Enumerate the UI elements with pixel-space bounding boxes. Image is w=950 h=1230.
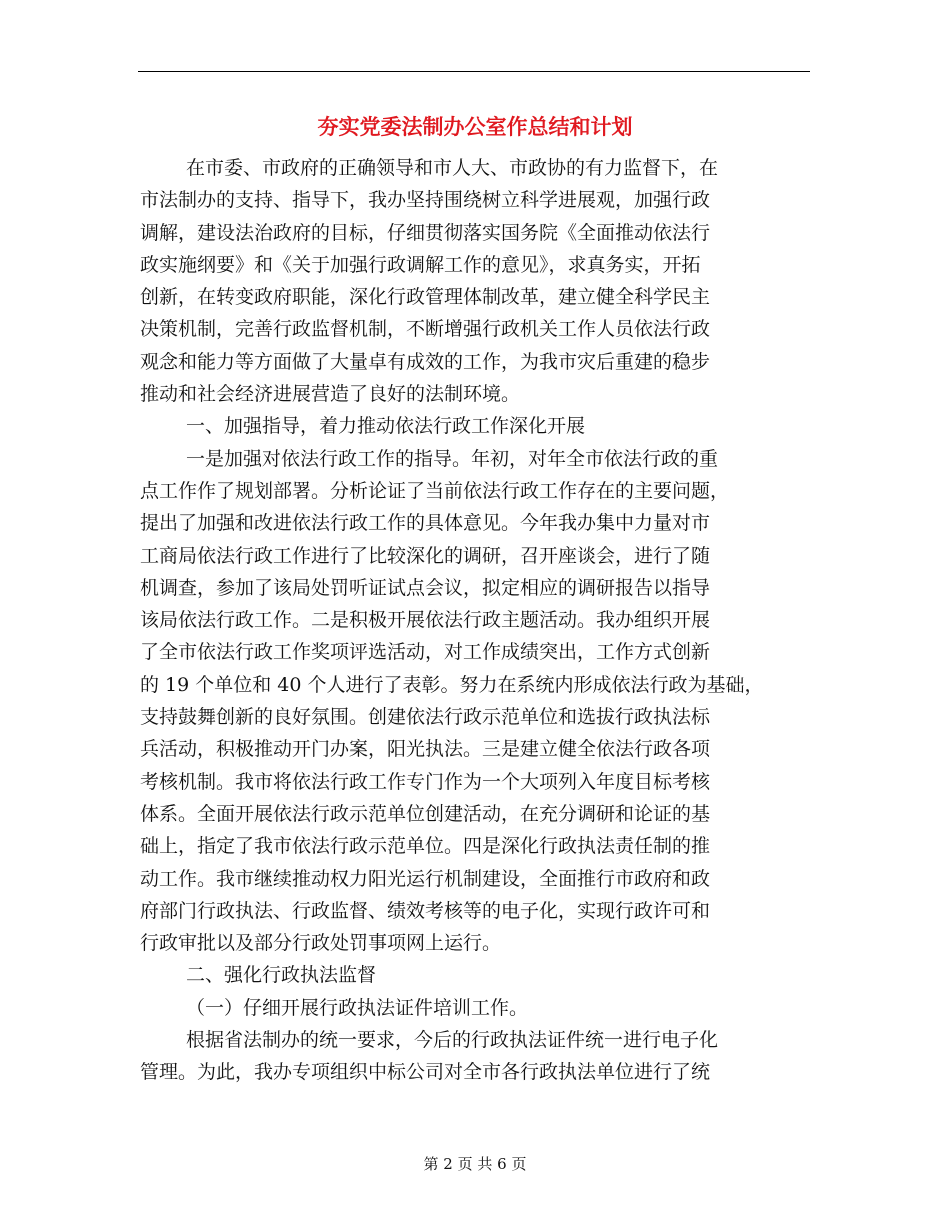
text-line: 了全市依法行政工作奖项评选活动，对工作成绩突出，工作方式创新	[140, 641, 711, 664]
text-line: 础上，指定了我市依法行政示范单位。四是深化行政执法责任制的推	[140, 835, 711, 858]
text-line: 政实施纲要》和《关于加强行政调解工作的意见》，求真务实，开拓	[140, 253, 701, 276]
text-line: 的 19 个单位和 40 个人进行了表彰。努力在系统内形成依法行政为基础，	[140, 673, 764, 696]
text-line: 行政审批以及部分行政处罚事项网上运行。	[140, 932, 502, 955]
text-line: 提出了加强和改进依法行政工作的具体意见。今年我办集中力量对市	[140, 512, 711, 535]
text-line: 府部门行政执法、行政监督、绩效考核等的电子化，实现行政许可和	[140, 899, 711, 922]
text-line: （一）仔细开展行政执法证件培训工作。	[186, 996, 529, 1019]
text-line: 一是加强对依法行政工作的指导。年初，对年全市依法行政的重	[186, 447, 719, 470]
text-line: 考核机制。我市将依法行政工作专门作为一个大项列入年度目标考核	[140, 770, 711, 793]
page-footer: 第 2 页 共 6 页	[423, 1155, 527, 1173]
text-line: 点工作作了规划部署。分析论证了当前依法行政工作存在的主要问题，	[140, 479, 730, 502]
text-line: 该局依法行政工作。二是积极开展依法行政主题活动。我办组织开展	[140, 609, 711, 632]
text-line: 管理。为此，我办专项组织中标公司对全市各行政执法单位进行了统	[140, 1061, 711, 1084]
text-line: 调解，建设法治政府的目标，仔细贯彻落实国务院《全面推动依法行	[140, 221, 711, 244]
text-line: 市法制办的支持、指导下，我办坚持围绕树立科学进展观，加强行政	[140, 189, 711, 212]
text-line: 兵活动，积极推动开门办案，阳光执法。三是建立健全依法行政各项	[140, 738, 711, 761]
header-rule	[138, 71, 810, 72]
document-title: 夯实党委法制办公室作总结和计划	[317, 114, 633, 139]
document-body	[140, 152, 820, 1089]
text-line: 动工作。我市继续推动权力阳光运行机制建设，全面推行市政府和政	[140, 867, 711, 890]
text-line: 体系。全面开展依法行政示范单位创建活动，在充分调研和论证的基	[140, 802, 711, 825]
text-line: 支持鼓舞创新的良好氛围。创建依法行政示范单位和选拔行政执法标	[140, 706, 711, 729]
text-line: 推动和社会经济进展营造了良好的法制环境。	[140, 383, 521, 406]
text-line: 创新，在转变政府职能，深化行政管理体制改革，建立健全科学民主	[140, 286, 711, 309]
text-line: 根据省法制办的统一要求，今后的行政执法证件统一进行电子化	[186, 1029, 719, 1052]
text-line: 决策机制，完善行政监督机制，不断增强行政机关工作人员依法行政	[140, 318, 711, 341]
text-line: 工商局依法行政工作进行了比较深化的调研，召开座谈会，进行了随	[140, 544, 711, 567]
text-line: 机调查，参加了该局处罚听证试点会议，拟定相应的调研报告以指导	[140, 576, 711, 599]
text-line: 二、强化行政执法监督	[186, 964, 377, 987]
text-line: 在市委、市政府的正确领导和市人大、市政协的有力监督下，在	[186, 157, 719, 179]
text-line: 一、加强指导，着力推动依法行政工作深化开展	[186, 415, 586, 438]
text-line: 观念和能力等方面做了大量卓有成效的工作，为我市灾后重建的稳步	[140, 350, 711, 373]
